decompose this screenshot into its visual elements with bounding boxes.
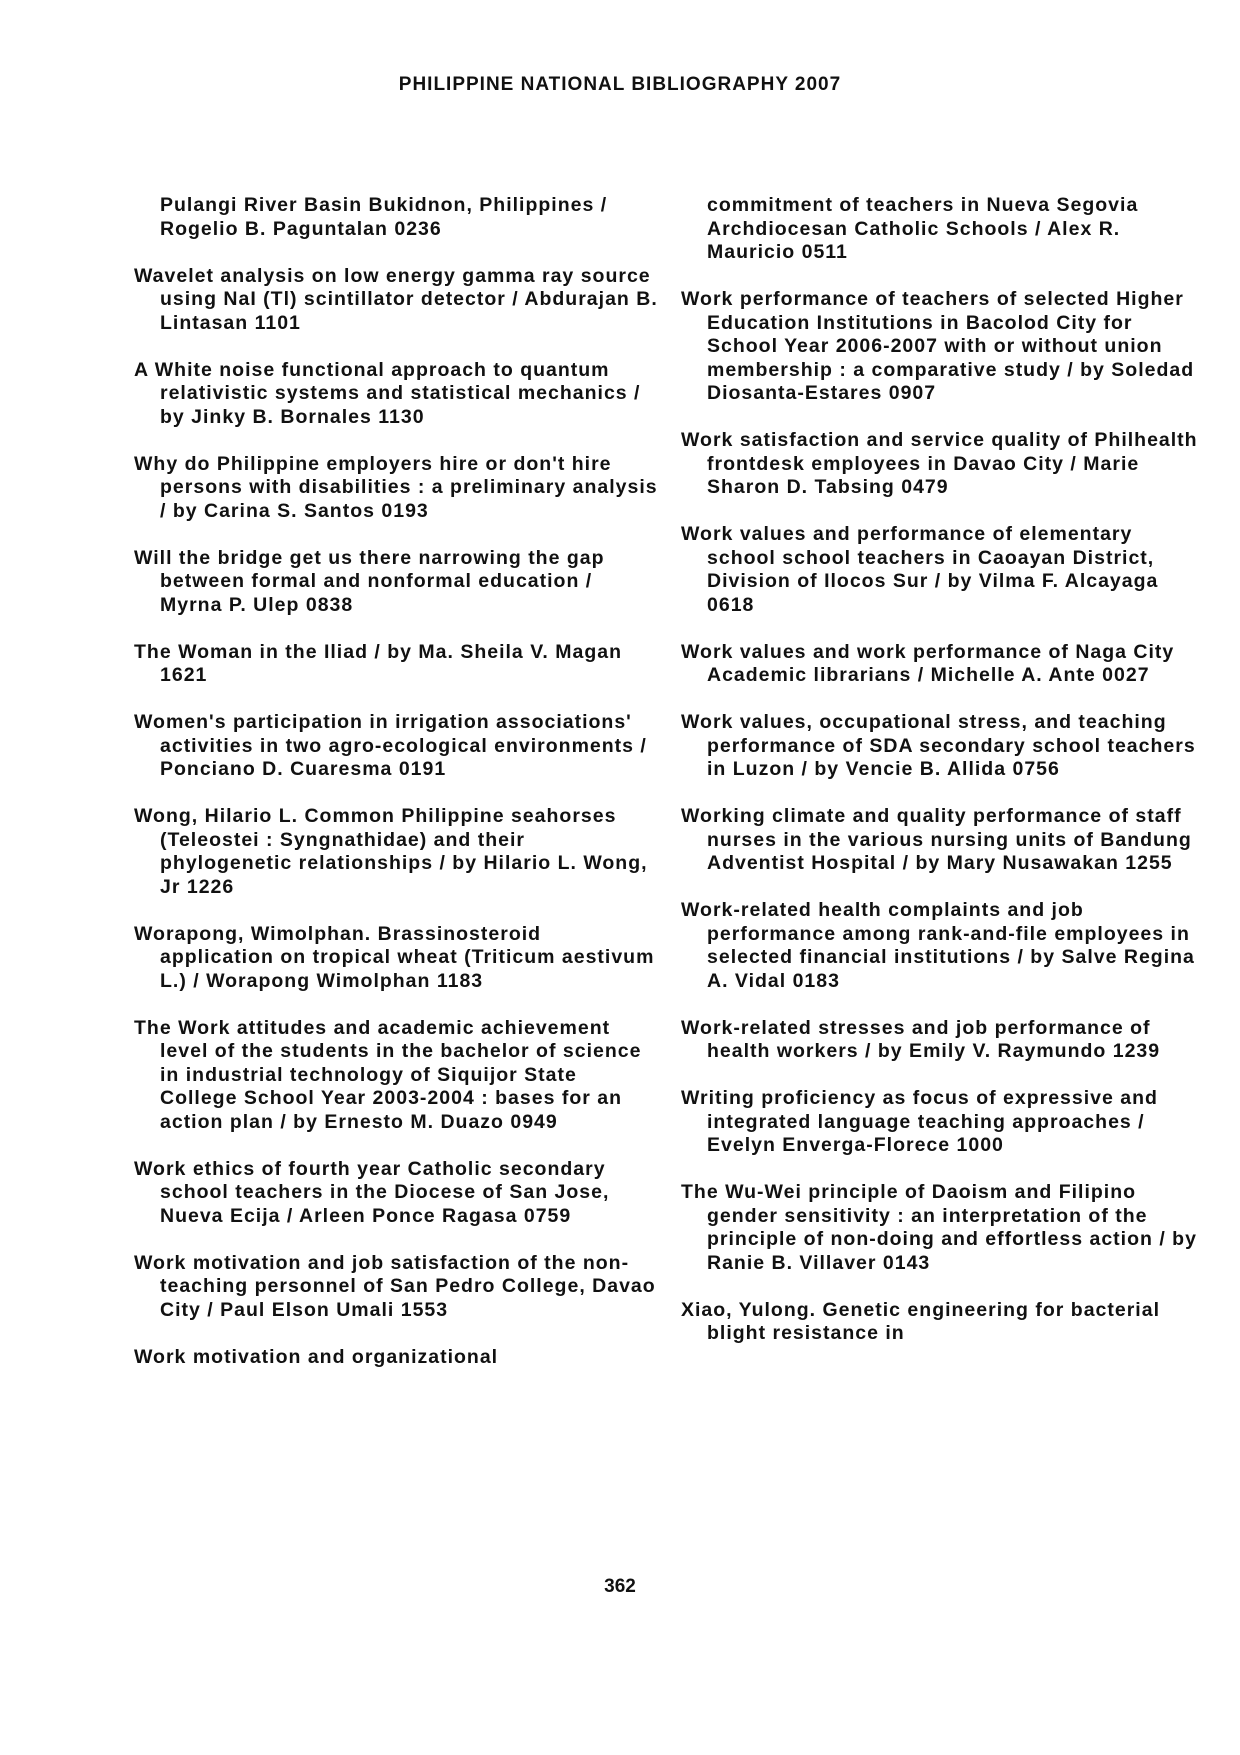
bibliography-entry: Work values and performance of elementary school school teachers in Caoayan District, Division of Ilocos Sur / by Vilma F. Alcayaga 0618 bbox=[681, 523, 1159, 616]
bibliography-entry: Work motivation and job satisfaction of the non-teaching personnel of San Pedro College, Davao City / Paul Elson Umali 1553 bbox=[134, 1251, 656, 1321]
bibliography-entry: A White noise functional approach to quantum relativistic systems and statistical mechanics / by Jinky B. Bornales 1130 bbox=[134, 358, 641, 428]
bibliography-entry: Pulangi River Basin Bukidnon, Philippines / Rogelio B. Paguntalan 0236 bbox=[160, 194, 608, 240]
bibliography-entry: Working climate and quality performance of staff nurses in the various nursing units of Bandung Adventist Hospital / by Mary Nusawakan 1255 bbox=[681, 805, 1192, 874]
bibliography-entry: Why do Philippine employers hire or don't hire persons with disabilities : a preliminary analysis / by Carina S. Santos 0193 bbox=[134, 452, 658, 522]
bibliography-entry: Work performance of teachers of selected Higher Education Institutions in Bacolod City for School Year 2006-2007 with or without union membership : a comparative study / by Soledad Diosanta-Estares 0907 bbox=[681, 288, 1195, 404]
bibliography-entry: Work satisfaction and service quality of Philhealth frontdesk employees in Davao City / Marie Sharon D. Tabsing 0479 bbox=[681, 429, 1198, 498]
bibliography-entry: Will the bridge get us there narrowing the gap between formal and nonformal education / Myrna P. Ulep 0838 bbox=[134, 546, 605, 616]
page-number: 362 bbox=[604, 1576, 636, 1597]
left-column bbox=[134, 194, 659, 1393]
bibliography-entry: Wong, Hilario L. Common Philippine seahorses (Teleostei : Syngnathidae) and their phylogenetic relationships / by Hilario L. Wong, Jr 1226 bbox=[134, 805, 648, 898]
bibliography-entry: Work values and work performance of Naga City Academic librarians / Michelle A. Ante 0027 bbox=[681, 640, 1175, 686]
bibliography-entry: Worapong, Wimolphan. Brassinosteroid application on tropical wheat (Triticum aestivum L.) / Worapong Wimolphan 1183 bbox=[134, 922, 655, 992]
bibliography-entry: Work-related health complaints and job performance among rank-and-file employees in selected financial institutions / by Salve Regina A. Vidal 0183 bbox=[681, 899, 1195, 992]
bibliography-entry: Work values, occupational stress, and teaching performance of SDA secondary school teachers in Luzon / by Vencie B. Allida 0756 bbox=[681, 711, 1196, 780]
right-column bbox=[681, 194, 1206, 1369]
bibliography-entry: Xiao, Yulong. Genetic engineering for bacterial blight resistance in bbox=[681, 1298, 1160, 1344]
bibliography-entry: The Wu-Wei principle of Daoism and Filipino gender sensitivity : an interpretation of the principle of non-doing and effortless action / by Ranie B. Villaver 0143 bbox=[681, 1181, 1197, 1274]
bibliography-entry: Work-related stresses and job performance of health workers / by Emily V. Raymundo 1239 bbox=[681, 1016, 1161, 1062]
bibliography-entry: Writing proficiency as focus of expressive and integrated language teaching approaches / Evelyn Enverga-Florece 1000 bbox=[681, 1087, 1158, 1156]
page-header-title: PHILIPPINE NATIONAL BIBLIOGRAPHY 2007 bbox=[398, 74, 842, 95]
bibliography-entry: commitment of teachers in Nueva Segovia Archdiocesan Catholic Schools / Alex R. Mauricio 0511 bbox=[707, 194, 1139, 263]
bibliography-entry: The Woman in the Iliad / by Ma. Sheila V. Magan 1621 bbox=[134, 640, 623, 686]
bibliography-entry: The Work attitudes and academic achievement level of the students in the bachelor of science in industrial technology of Siquijor State College School Year 2003-2004 : bases for an action plan / by Ernesto M. Duazo 0949 bbox=[134, 1016, 642, 1133]
bibliography-entry: Work motivation and organizational bbox=[134, 1345, 499, 1368]
bibliography-entry: Work ethics of fourth year Catholic secondary school teachers in the Diocese of San Jose, Nueva Ecija / Arleen Ponce Ragasa 0759 bbox=[134, 1157, 610, 1227]
bibliography-entry: Women's participation in irrigation associations' activities in two agro-ecological environments / Ponciano D. Cuaresma 0191 bbox=[134, 711, 647, 780]
bibliography-entry: Wavelet analysis on low energy gamma ray source using NaI (Tl) scintillator detector / Abdurajan B. Lintasan 1101 bbox=[134, 264, 658, 334]
